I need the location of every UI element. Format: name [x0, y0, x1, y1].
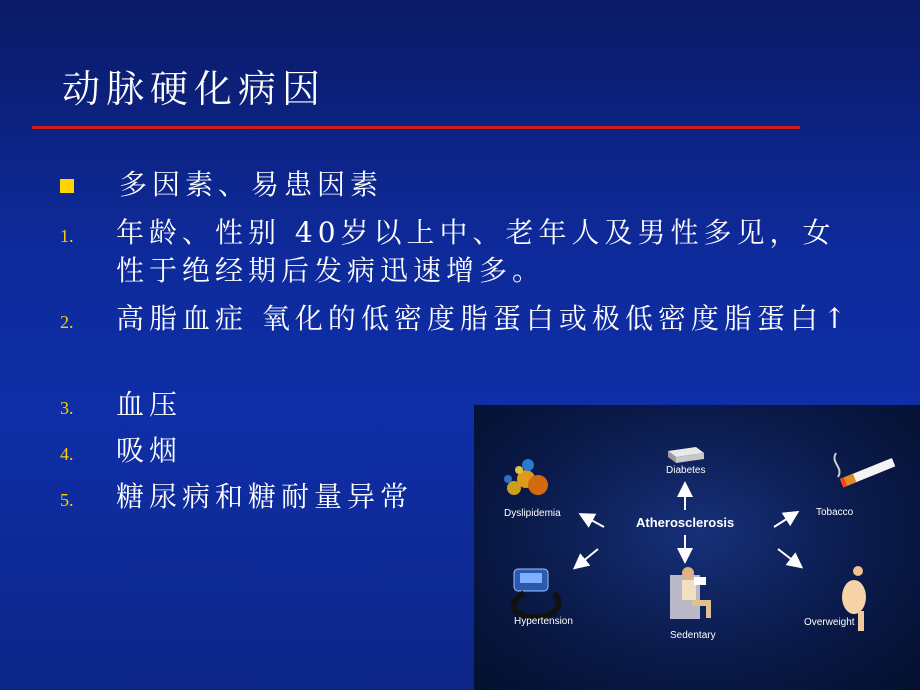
center-label: Atherosclerosis — [636, 515, 735, 530]
dyslipidemia-label: Dyslipidemia — [504, 508, 561, 519]
square-bullet-icon — [60, 179, 74, 193]
arrow-to-hypertension — [576, 549, 598, 567]
list-number: 1. — [60, 226, 74, 246]
arrow-to-tobacco — [774, 513, 796, 527]
tobacco-label: Tobacco — [816, 507, 854, 518]
sedentary-label: Sedentary — [670, 630, 716, 641]
list-text: 年龄、性别 40岁以上中、老年人及男性多见，女性于绝经期后发病迅速增多。 — [116, 216, 836, 287]
list-text: 高脂血症 氧化的低密度脂蛋白或极低密度脂蛋白↑ — [116, 302, 852, 335]
risk-factor-diagram — [474, 405, 920, 690]
list-text: 吸烟 — [116, 434, 183, 467]
list-number: 5. — [60, 490, 74, 510]
list-item — [60, 214, 856, 290]
slide-title: 动脉硬化病因 — [62, 67, 327, 111]
cigarette-icon — [834, 453, 895, 487]
arrow-to-dyslipidemia — [582, 515, 604, 527]
list-number: 4. — [60, 444, 74, 464]
bullet-text: 多因素、易患因素 — [119, 168, 384, 201]
list-item — [60, 432, 416, 470]
bullet-item — [60, 166, 859, 204]
list-text: 血压 — [116, 388, 183, 421]
hypertension-label: Hypertension — [514, 616, 573, 627]
list-number: 2. — [60, 312, 74, 332]
diagram-graphics — [474, 405, 920, 690]
list-item — [60, 478, 476, 516]
sugar-cube-icon — [668, 447, 704, 463]
list-item — [60, 386, 416, 424]
arrow-to-overweight — [778, 549, 800, 566]
food-icon — [504, 459, 548, 495]
overweight-label: Overweight — [804, 617, 855, 628]
list-number: 3. — [60, 398, 74, 418]
blood-pressure-cuff-icon — [513, 569, 558, 617]
list-text: 糖尿病和糖耐量异常 — [116, 480, 414, 513]
diabetes-label: Diabetes — [666, 465, 706, 476]
title-divider — [32, 126, 800, 129]
sitting-person-icon — [670, 567, 711, 619]
list-item — [60, 300, 856, 338]
